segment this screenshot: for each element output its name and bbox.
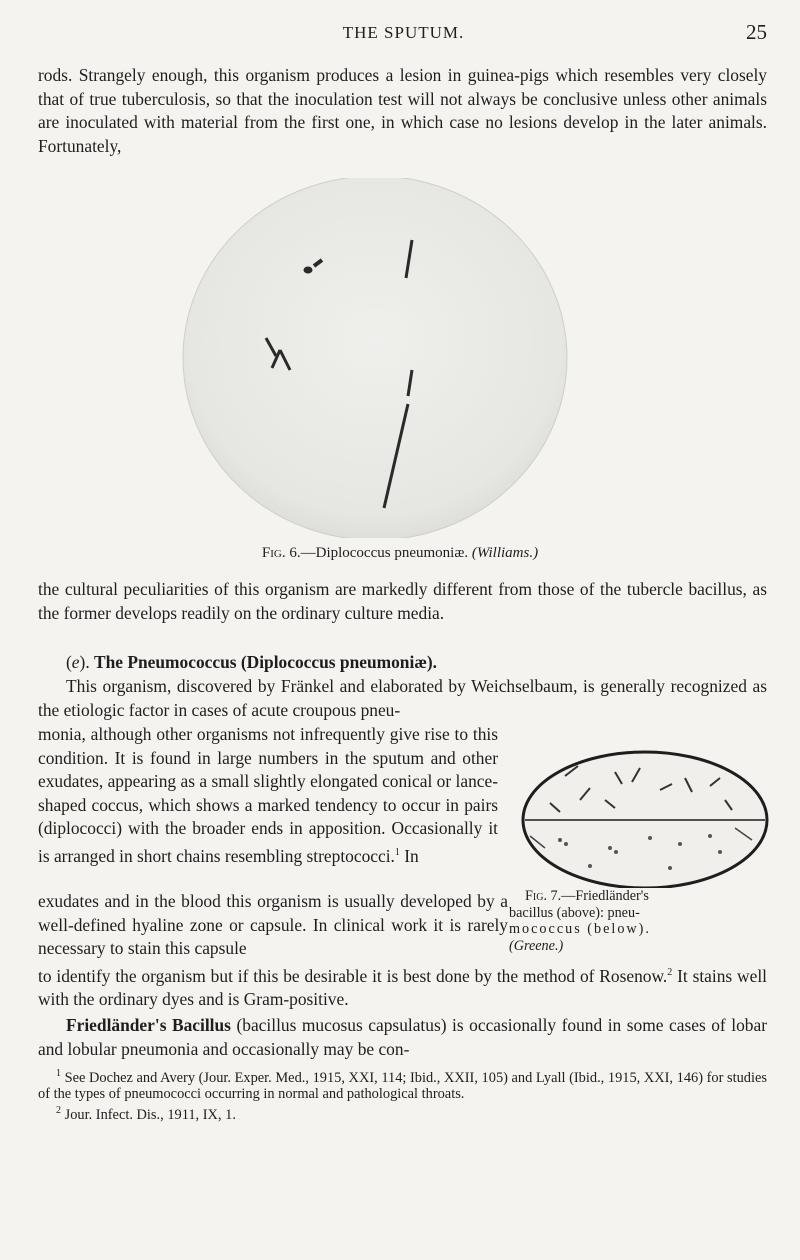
paragraph-3-text-end: to identify the organism but if this be desirable it is best done by the method of Rosenow.	[38, 965, 668, 986]
running-head: THE SPUTUM.	[342, 23, 465, 42]
paragraph-3-text-final: It stains well with the ordinary dyes and is Gram-positive.	[38, 965, 767, 1010]
figure-6-micrograph	[180, 178, 570, 538]
coccus-mark	[718, 850, 722, 854]
figure-6-credit: (Williams.)	[471, 545, 539, 561]
figure-7-title-line-2: bacillus (above): pneu-	[509, 904, 640, 921]
footnote-2	[38, 1103, 767, 1123]
coccus-mark	[614, 850, 618, 854]
footnote-1-number: 1	[56, 1068, 61, 1079]
paragraph-3-part-3: exudates and in the blood this organism is usually developed by a well-defined hyaline zone or capsule. In clinical work it is rarely necessary to stain this capsule	[38, 891, 508, 958]
figure-7-title-line-1: —Friedländer's	[561, 888, 649, 904]
footnote-ref-2[interactable]: 2	[667, 967, 673, 978]
figure-7-title-line-3: mococcus (below).	[509, 921, 651, 937]
paragraph-4	[38, 1014, 767, 1061]
page-number: 25	[746, 20, 767, 44]
footnote-1	[38, 1066, 767, 1103]
paragraph-2: the cultural peculiarities of this organism are markedly different from those of the tubercle bacillus, as the former develops readily on the ordinary culture media.	[38, 579, 767, 623]
figure-7-caption	[509, 888, 771, 954]
microscope-field	[183, 178, 567, 538]
coccus-mark	[558, 838, 562, 842]
figure-6-title: —Diplococcus pneumoniæ.	[300, 545, 469, 561]
paragraph-3-text: monia, although other organisms not infrequently give rise to this condition. It is found in large numbers in the sputum and other exudates, appearing as a small slightly elongated conical or lance-shaped coccus, which shows a marked tendency to occur in pairs (diplococci) with the broader ends in apposition. Occasionally it is arranged in short chains resembling streptococci.	[38, 724, 498, 866]
footnotes	[38, 1066, 767, 1123]
coccus-mark	[678, 842, 682, 846]
paragraph-4-text: (bacillus mucosus capsulatus) is occasionally found in some cases of lobar and lobular pneumonia and occasionally may be con-	[38, 1015, 767, 1059]
paragraph-4-lead: Friedländer's Bacillus	[66, 1015, 231, 1035]
footnote-2-text: Jour. Infect. Dis., 1911, IX, 1.	[61, 1106, 236, 1123]
paragraph-3-text-cont: In	[399, 845, 419, 866]
section-heading-e-title: The Pneumococcus (Diplococcus pneumoniæ).	[94, 652, 438, 672]
coccus-mark	[648, 836, 652, 840]
figure-6-label: Fig. 6.	[261, 545, 301, 561]
paragraph-1: rods. Strangely enough, this organism produces a lesion in guinea-pigs which resembles very closely that of true tuberculosis, so that the inoculation test will not always be conclusive unless other animals are inoculated with material from the first one, in which case no lesions develop in the later animals. Fortunately,	[38, 65, 767, 156]
paragraph-3-part-4	[38, 961, 767, 1012]
footnote-1-text: See Dochez and Avery (Jour. Exper. Med., 1915, XXI, 114; Ibid., XXII, 105) and Lyall (Ibid., 1915, XXI, 146) for studies of the types of pneumococci occurring in normal and pathological throats.	[38, 1069, 767, 1103]
coccus-mark	[668, 866, 672, 870]
coccus-mark	[588, 864, 592, 868]
paragraph-3-part-2	[38, 723, 498, 868]
coccus-mark	[564, 842, 568, 846]
page-header	[40, 20, 767, 50]
figure-7-micrograph	[520, 748, 770, 888]
figure-6-caption	[200, 545, 600, 562]
coccus-mark	[708, 834, 712, 838]
figure-7-credit: (Greene.)	[509, 937, 564, 954]
footnote-2-number: 2	[56, 1104, 61, 1116]
paragraph-3-part-1: This organism, discovered by Fränkel and elaborated by Weichselbaum, is generally recognized as the etiologic factor in cases of acute croupous pneu-	[38, 676, 767, 720]
figure-7-label: Fig. 7.	[525, 888, 562, 904]
section-heading-e: (e). The Pneumococcus (Diplococcus pneumoniæ).	[66, 652, 438, 672]
coccus-mark	[608, 846, 612, 850]
diplococcus-mark	[304, 267, 312, 273]
footnote-ref-1[interactable]: 1	[394, 846, 400, 858]
